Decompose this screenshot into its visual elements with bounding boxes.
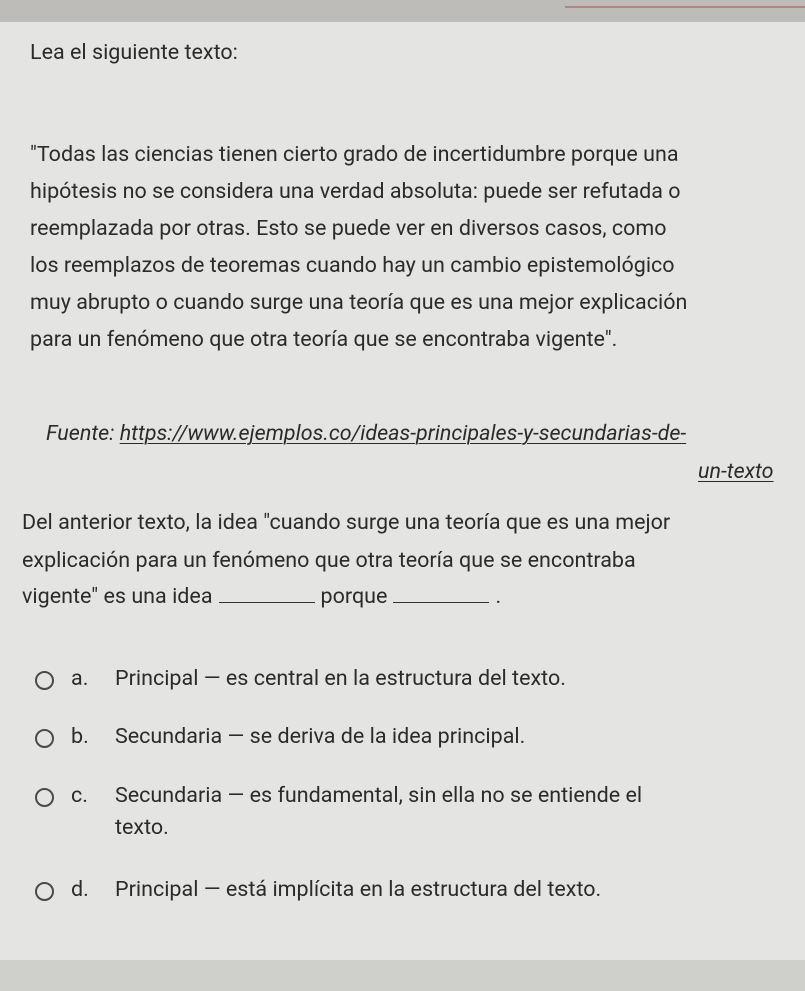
quote-line: reemplazada por otras. Esto se puede ver en diversos casos, como xyxy=(30,216,667,241)
source-label: Fuente: xyxy=(46,421,115,446)
bottom-edge xyxy=(0,960,805,991)
source-link-cont[interactable]: un-texto xyxy=(698,459,774,484)
question-line: Del anterior texto, la idea "cuando surge una teoría que es una mejor xyxy=(22,510,671,535)
quote-line: muy abrupto o cuando surge una teoría que es una mejor explicación xyxy=(30,290,688,315)
option-letter: a. xyxy=(71,666,89,691)
option-text: Principal — es central en la estructura del texto. xyxy=(115,666,566,691)
top-edge xyxy=(0,0,805,22)
answer-blank-2 xyxy=(393,601,489,603)
option-text: Principal — está implícita en la estructura del texto. xyxy=(115,877,602,902)
radio-button-a[interactable] xyxy=(35,671,54,690)
option-letter: d. xyxy=(71,877,89,902)
option-text: Secundaria — es fundamental, sin ella no se entiende el xyxy=(115,783,643,808)
option-label[interactable] xyxy=(71,721,525,752)
quote-line: los reemplazos de teoremas cuando hay un cambio epistemológico xyxy=(30,253,675,278)
question-line: explicación para un fenómeno que otra teoría que se encontraba xyxy=(22,548,636,573)
source-link[interactable]: https://www.ejemplos.co/ideas-principales-y-secundarias-de- xyxy=(119,421,687,446)
question-line xyxy=(22,584,501,610)
radio-button-c[interactable] xyxy=(35,788,54,807)
source-line xyxy=(46,421,686,447)
question-end: . xyxy=(495,584,502,609)
option-label[interactable] xyxy=(71,780,642,811)
option-label-cont: texto. xyxy=(115,815,169,840)
quote-line: hipótesis no se considera una verdad absoluta: puede ser refutada o xyxy=(30,179,681,204)
option-letter: b. xyxy=(71,724,89,749)
quote-line: para un fenómeno que otra teoría que se encontraba vigente". xyxy=(30,327,618,352)
question-part: vigente" es una idea xyxy=(22,584,213,609)
decorative-line xyxy=(565,6,805,8)
radio-button-d[interactable] xyxy=(35,882,54,901)
radio-button-b[interactable] xyxy=(35,729,54,748)
quote-line: "Todas las ciencias tienen cierto grado de incertidumbre porque una xyxy=(30,142,679,167)
option-letter: c. xyxy=(71,783,88,808)
source-line-cont xyxy=(698,459,774,485)
option-label[interactable] xyxy=(71,663,566,694)
instruction-text: Lea el siguiente texto: xyxy=(30,40,238,65)
answer-blank-1 xyxy=(219,601,315,603)
question-part: porque xyxy=(320,584,388,609)
option-label[interactable] xyxy=(71,874,601,905)
option-text: Secundaria — se deriva de la idea principal. xyxy=(115,724,526,749)
